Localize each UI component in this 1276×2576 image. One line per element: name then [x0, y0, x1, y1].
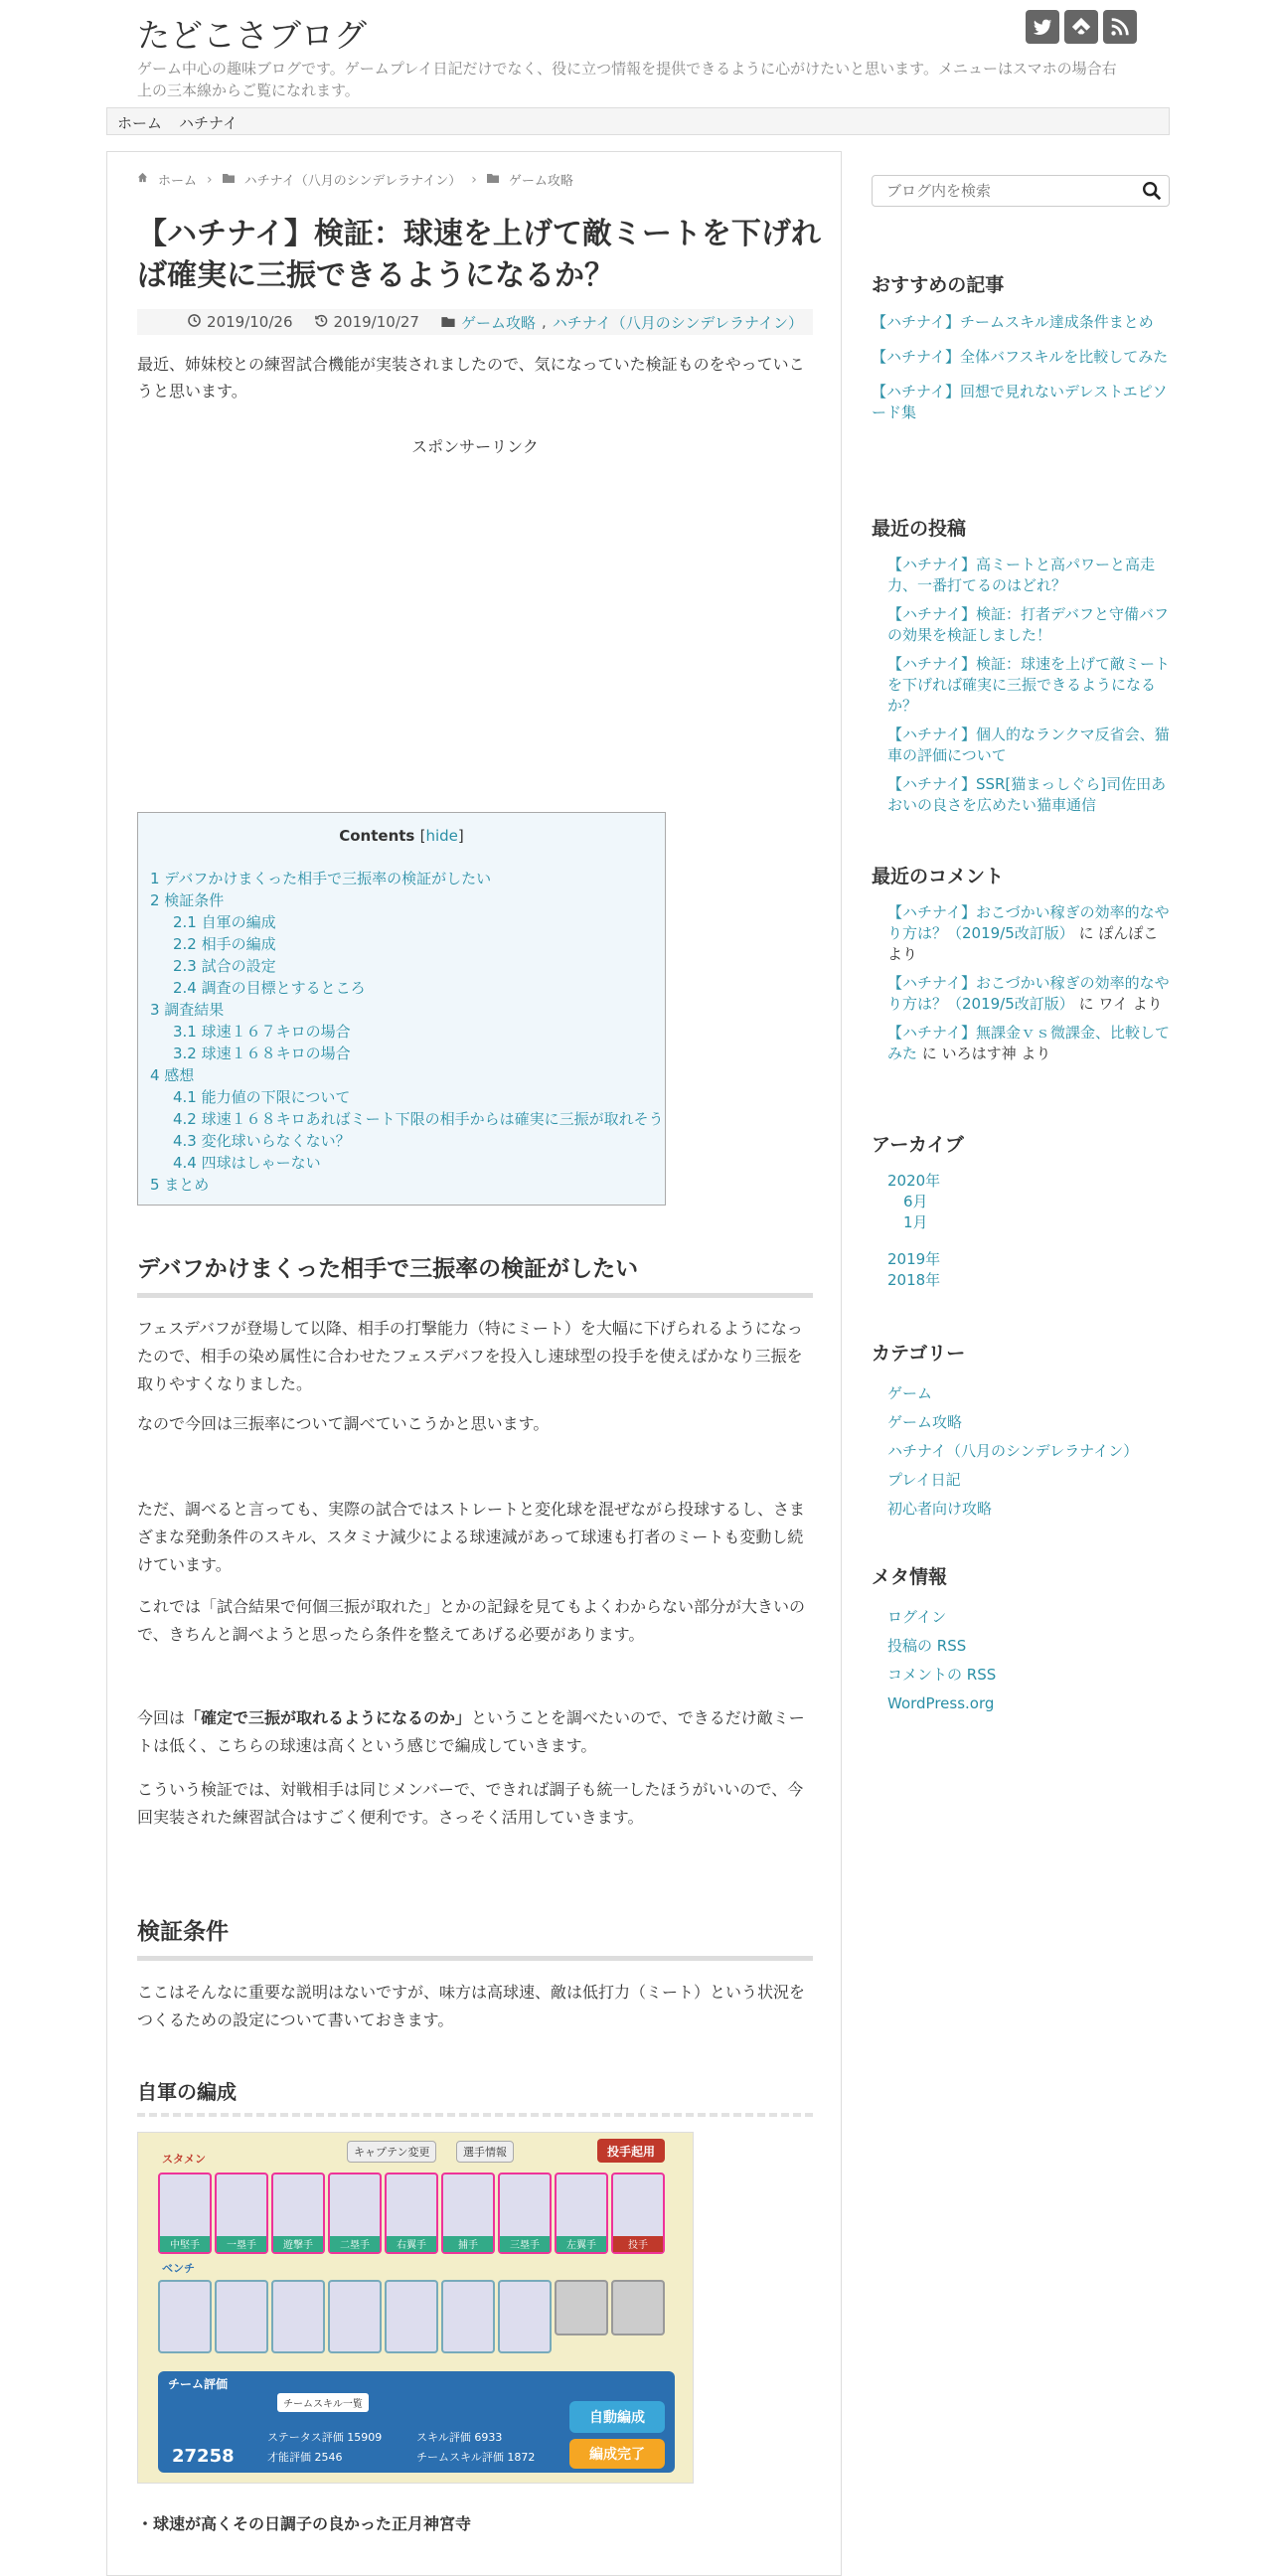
category-link-hachinai[interactable]: ハチナイ（八月のシンデレラナイン）	[552, 313, 803, 332]
toc-item[interactable]: 2 検証条件	[150, 891, 225, 909]
twitter-icon[interactable]	[1026, 10, 1059, 44]
paragraph-text: ということを調べたいので、できるだけ敵ミートは低く、こちらの球速は高くという感じで編成していきます。	[137, 1708, 805, 1755]
lock-icon	[555, 2280, 608, 2335]
bench-card	[215, 2280, 268, 2353]
meta-link-login[interactable]: ログイン	[887, 1608, 947, 1626]
toc-item[interactable]: 2.2 相手の編成	[173, 935, 276, 953]
recommended-heading: おすすめの記事	[872, 274, 1005, 296]
category-heading: カテゴリー	[872, 1343, 966, 1365]
auto-formation-button: 自動編成	[569, 2401, 665, 2433]
history-icon	[315, 313, 328, 331]
captain-change-button: キャプテン変更	[347, 2141, 436, 2163]
category-link-game-guide[interactable]: ゲーム攻略	[460, 313, 536, 332]
toc-item[interactable]: 4.1 能力値の下限について	[173, 1088, 351, 1106]
recent-post-link[interactable]: 【ハチナイ】個人的なランクマ反省会、猫車の評価について	[887, 725, 1170, 764]
stat-value: 6933	[474, 2431, 503, 2444]
recommended-list	[872, 312, 1170, 423]
global-nav	[106, 107, 1170, 135]
archive-heading: アーカイブ	[872, 1134, 964, 1156]
bench-row	[158, 2280, 665, 2353]
stat-value: 1872	[507, 2451, 536, 2464]
toc-list	[150, 868, 664, 1196]
position-label: 中堅手	[160, 2236, 210, 2252]
updated-date	[315, 313, 419, 331]
nav-item-hachinai[interactable]: ハチナイ	[179, 114, 238, 132]
bench-card	[498, 2280, 552, 2353]
entry-meta	[137, 309, 813, 335]
player-card	[271, 2173, 325, 2254]
image-caption: ・球速が高くその日調子の良かった正月神宮寺	[137, 2514, 472, 2533]
player-card	[215, 2173, 268, 2254]
comment-post-link[interactable]: 【ハチナイ】無課金ｖｓ微課金、比較してみた	[887, 1024, 1170, 1062]
player-card	[555, 2173, 608, 2254]
category-list	[887, 1379, 1138, 1524]
comment-post-link[interactable]: 【ハチナイ】おこづかい稼ぎの効率的なやり方は？（2019/5改訂版）	[887, 903, 1170, 942]
toc-item[interactable]: 1 デバフかけまくった相手で三振率の検証がしたい	[150, 870, 492, 887]
player-info-button: 選手情報	[456, 2141, 514, 2163]
category-link[interactable]: ゲーム	[887, 1384, 933, 1402]
entry-title: 【ハチナイ】検証：球速を上げて敵ミートを下げれば確実に三振できるようになるか？	[137, 217, 821, 293]
position-label: 投手	[613, 2236, 663, 2252]
site-header	[0, 0, 1276, 107]
toc-item[interactable]: 5 まとめ	[150, 1176, 210, 1194]
paragraph: こういう検証では、対戦相手は同じメンバーで、できれば調子も統一したほうがいいので、今回実装された練習試合はすごく便利です。さっそく活用していきます。	[137, 1780, 804, 1827]
breadcrumb-category[interactable]: ハチナイ（八月のシンデレラナイン）	[243, 174, 462, 189]
paragraph: なので今回は三振率について調べていこうかと思います。	[137, 1414, 550, 1433]
section-heading-conditions: 検証条件	[137, 1913, 813, 1961]
recommended-link[interactable]: 【ハチナイ】チームスキル達成条件まとめ	[872, 313, 1154, 331]
category-link[interactable]: 初心者向け攻略	[887, 1500, 993, 1518]
site-description: ゲーム中心の趣味ブログです。ゲームプレイ日記だけでなく、役に立つ情報を提供できるように心がけたいと思います。メニューはスマホの場合右上の三本線からご覧になれます。	[137, 60, 1117, 99]
toc-hide-wrapper: [hide]	[419, 827, 464, 845]
toc-item[interactable]: 3.2 球速１６８キロの場合	[173, 1045, 351, 1062]
subsection-heading-own-team: 自軍の編成	[137, 2076, 813, 2117]
meta-list	[887, 1603, 996, 1718]
position-label: 遊撃手	[273, 2236, 323, 2252]
lock-icon	[611, 2280, 665, 2335]
stat-evaluation	[267, 2429, 382, 2445]
team-skill-list-button: チームスキル一覧	[277, 2393, 369, 2412]
category-link[interactable]: プレイ日記	[887, 1471, 961, 1489]
emphasis-text: 「確定で三振が取れるようになるのか」	[185, 1708, 472, 1727]
total-evaluation: 27258	[172, 2446, 235, 2467]
breadcrumb-subcategory[interactable]: ゲーム攻略	[508, 174, 573, 189]
paragraph: ただ、調べると言っても、実際の試合ではストレートと変化球を混ぜながら投球するし、さまざまな発動条件のスキル、スタミナ減少による球速減があって球速も打者のミートも変動し続けています。	[137, 1500, 806, 1574]
intro-paragraph: 最近、姉妹校との練習試合機能が実装されましたので、気になっていた検証ものをやっていこうと思います。	[137, 355, 805, 401]
updated-date-text: 2019/10/27	[333, 313, 419, 331]
team-skill-evaluation	[416, 2449, 535, 2465]
recent-posts-list	[887, 555, 1170, 816]
position-label: 左翼手	[557, 2236, 606, 2252]
search-box	[872, 175, 1170, 207]
home-icon	[137, 172, 148, 187]
bench-card	[328, 2280, 382, 2353]
stat-label: チームスキル評価	[416, 2451, 504, 2464]
player-card	[611, 2173, 665, 2254]
player-card	[328, 2173, 382, 2254]
archive-year-2018[interactable]: 2018年	[887, 1271, 941, 1289]
sidebar	[872, 151, 1170, 1741]
team-evaluation-panel	[158, 2371, 675, 2473]
recent-comments-heading: 最近のコメント	[872, 866, 1005, 887]
recommended-link[interactable]: 【ハチナイ】全体バフスキルを比較してみた	[872, 348, 1169, 366]
nav-item-home[interactable]: ホーム	[117, 114, 163, 132]
entry-categories	[441, 312, 803, 333]
bench-card	[158, 2280, 212, 2353]
paragraph-text: 今回は	[137, 1708, 186, 1727]
table-of-contents	[137, 812, 666, 1206]
comma-separator: ,	[541, 313, 547, 331]
published-date	[188, 313, 292, 331]
skill-evaluation	[416, 2429, 502, 2445]
rss-icon[interactable]	[1103, 10, 1137, 44]
chevron-right-icon: ›	[207, 171, 213, 188]
toc-hide-link[interactable]: hide	[425, 827, 458, 845]
stat-value: 15909	[347, 2431, 383, 2444]
comment-author: に ぽんぽこ より	[887, 924, 1159, 963]
feedly-icon[interactable]	[1064, 10, 1098, 44]
position-label: 一塁手	[217, 2236, 266, 2252]
player-card	[158, 2173, 212, 2254]
toc-item[interactable]: 3.1 球速１６７キロの場合	[173, 1023, 351, 1041]
bench-card	[385, 2280, 438, 2353]
sponsor-label: スポンサーリンク	[411, 437, 539, 456]
archive-month-1[interactable]: 1月	[903, 1213, 928, 1231]
stat-label: 才能評価	[267, 2451, 311, 2464]
comment-author: に いろはす神 より	[921, 1045, 1051, 1062]
pitcher-select-button: 投手起用	[597, 2139, 665, 2163]
toc-item[interactable]: 2.1 自軍の編成	[173, 913, 276, 931]
stat-value: 2546	[314, 2451, 343, 2464]
paragraph: フェスデバフが登場して以降、相手の打撃能力（特にミート）を大幅に下げられるようになったので、相手の染め属性に合わせたフェスデバフを投入し速球型の投手を使えばかなり三振を取りやすくなりました。	[137, 1319, 803, 1393]
toc-item[interactable]: 4.2 球速１６８キロあればミート下限の相手からは確実に三振が取れそう	[173, 1110, 664, 1128]
comment-post-link[interactable]: 【ハチナイ】おこづかい稼ぎの効率的なやり方は？（2019/5改訂版）	[887, 974, 1170, 1013]
recent-post-link[interactable]: 【ハチナイ】検証：球速を上げて敵ミートを下げれば確実に三振できるようになるか？	[887, 655, 1170, 715]
toc-header	[138, 827, 665, 845]
recent-post-link[interactable]: 【ハチナイ】SSR[猫まっしぐら]司佐田あおいの良さを広めたい猫車通信	[887, 775, 1167, 814]
site-title[interactable]: たどこさブログ	[137, 16, 367, 55]
section-heading-debuff: デバフかけまくった相手で三振率の検証がしたい	[137, 1250, 813, 1298]
bench-card	[441, 2280, 495, 2353]
archive-year-2019[interactable]: 2019年	[887, 1250, 941, 1268]
stat-label: ステータス評価	[267, 2431, 344, 2444]
position-label: 捕手	[443, 2236, 493, 2252]
archive-year-2020[interactable]: 2020年	[887, 1172, 941, 1190]
starter-label: スタメン	[162, 2153, 206, 2166]
paragraph: ここはそんなに重要な説明はないですが、味方は高球速、敵は低打力（ミート）という状況をつくるための設定について書いておきます。	[137, 1983, 806, 2029]
position-label: 右翼手	[387, 2236, 436, 2252]
paragraph	[137, 1704, 815, 1760]
formation-complete-button: 編成完了	[569, 2439, 665, 2469]
team-lineup-screenshot[interactable]	[137, 2132, 694, 2484]
search-input[interactable]	[884, 181, 1127, 201]
toc-item[interactable]: 2.3 試合の設定	[173, 957, 276, 975]
folder-icon	[223, 172, 235, 187]
player-card	[385, 2173, 438, 2254]
team-evaluation-label: チーム評価	[168, 2377, 229, 2391]
stat-label: スキル評価	[416, 2431, 471, 2444]
folder-icon	[441, 313, 455, 331]
toc-title: Contents	[339, 827, 415, 845]
paragraph: これでは「試合結果で何個三振が取れた」とかの記録を見てもよくわからない部分が大きいので、きちんと調べようと思ったら条件を整えてあげる必要があります。	[137, 1597, 806, 1644]
starter-row	[158, 2173, 665, 2254]
bench-card	[271, 2280, 325, 2353]
toc-item[interactable]: 4.3 変化球いらなくない？	[173, 1132, 351, 1150]
recent-comments-list	[887, 902, 1170, 1064]
player-card	[498, 2173, 552, 2254]
comment-author: に ワイ より	[1078, 995, 1163, 1013]
breadcrumb	[137, 170, 573, 189]
breadcrumb-home[interactable]: ホーム	[158, 174, 198, 189]
toc-item[interactable]: 3 調査結果	[150, 1001, 225, 1019]
position-label: 三塁手	[500, 2236, 550, 2252]
toc-item[interactable]: 4.4 四球はしゃーない	[173, 1154, 321, 1172]
talent-evaluation	[267, 2449, 343, 2465]
recent-post-link[interactable]: 【ハチナイ】高ミートと高パワーと高走力、一番打てるのはどれ？	[887, 556, 1155, 594]
archive-list	[887, 1171, 940, 1291]
recent-posts-heading: 最近の投稿	[872, 518, 967, 540]
position-label: 二塁手	[330, 2236, 380, 2252]
category-link[interactable]: ハチナイ（八月のシンデレラナイン）	[887, 1442, 1139, 1460]
recent-post-link[interactable]: 【ハチナイ】検証：打者デバフと守備バフの効果を検証しました！	[887, 605, 1170, 644]
bench-label: ベンチ	[162, 2262, 195, 2275]
chevron-right-icon: ›	[471, 171, 477, 188]
meta-link-wordpress[interactable]: WordPress.org	[887, 1694, 995, 1712]
published-date-text: 2019/10/26	[207, 313, 293, 331]
archive-month-6[interactable]: 6月	[903, 1193, 928, 1210]
category-link[interactable]: ゲーム攻略	[887, 1413, 963, 1431]
player-card	[441, 2173, 495, 2254]
toc-item[interactable]: 2.4 調査の目標とするところ	[173, 979, 366, 997]
meta-link-comments-rss[interactable]: コメントの RSS	[887, 1666, 997, 1684]
folder-icon	[487, 172, 499, 187]
meta-heading: メタ情報	[872, 1566, 948, 1588]
toc-item[interactable]: 4 感想	[150, 1066, 195, 1084]
search-icon[interactable]	[1141, 180, 1163, 202]
meta-link-posts-rss[interactable]: 投稿の RSS	[887, 1637, 967, 1655]
main-article	[106, 151, 842, 2576]
recommended-link[interactable]: 【ハチナイ】回想で見れないデレストエピソード集	[872, 383, 1168, 421]
clock-icon	[188, 313, 201, 331]
